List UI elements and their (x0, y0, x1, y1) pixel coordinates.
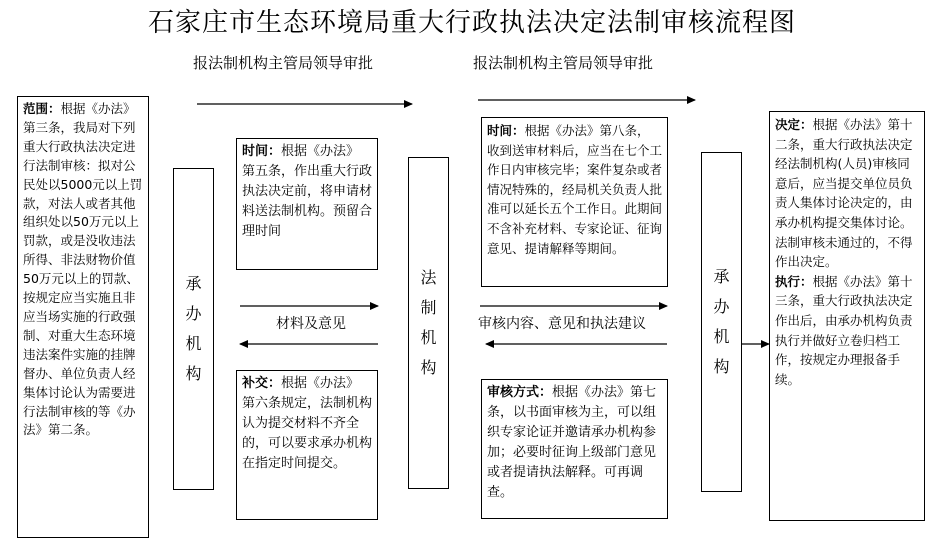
left-unit-box (173, 168, 214, 490)
legal-unit-box (408, 157, 449, 489)
right-unit-box (701, 152, 742, 492)
review-box (481, 379, 668, 519)
time-box-2-text: 根据《办法》第八条，收到送审材料后，应当在七个工作日内审核完毕；案件复杂或者情况特殊的，经局机关负责人批准可以延长五个工作日。此期间不含补充材料、专家论证、征询意见、提请解释等期间。 (487, 123, 663, 256)
decision-box (769, 111, 925, 521)
mid-label-left: 材料及意见 (276, 316, 346, 332)
scope-text: 根据《办法》第三条，我局对下列重大行政执法决定进行法制审核：拟对公民处以5000元以上罚款，对法人或者其他组织处以50万元以上罚款，或是没收违法所得、非法财物价值50万元以上的罚款、按规定应当实施且非应当场实施的行政强制、对重大生态环境违法案件实施的挂牌督办、单位负责人经集体讨论认为需要进行法制审核的等《办法》第二条。 (23, 101, 143, 438)
decision-text: 根据《办法》第十二条，重大行政执法决定经法制机构(人员)审核同意后，应当提交单位员负责人集体讨论决定的，由承办机构提交集体讨论。法制审核未通过的，不得作出决定。 (775, 117, 913, 270)
left-unit-label: 承办机构 (185, 274, 202, 383)
top-label-right: 报法制机构主管局领导审批 (473, 54, 654, 72)
scope-box (17, 96, 149, 538)
execute-heading: 执行： (775, 273, 813, 289)
decision-heading: 决定： (775, 117, 813, 132)
time-box-1-text: 根据《办法》第五条，作出重大行政执法决定前，将申请材料送法制机构。预留合理时间 (242, 144, 373, 239)
right-unit-label: 承办机构 (713, 267, 730, 376)
time-box-1-heading: 时间： (242, 144, 282, 159)
time-box-2 (481, 117, 668, 287)
supplement-heading: 补交： (242, 376, 282, 391)
page-title: 石家庄市生态环境局重大行政执法决定法制审核流程图 (147, 8, 796, 38)
supplement-text: 根据《办法》第六条规定，法制机构认为提交材料不齐全的，可以要求承办机构在指定时间提交。 (242, 376, 373, 471)
scope-heading: 范围： (23, 101, 61, 116)
mid-label-right: 审核内容、意见和执法建议 (478, 316, 646, 332)
review-text: 根据《办法》第七条，以书面审核为主，可以组织专家论证并邀请承办机构参加；必要时征询上级部门意见或者提请执法解释。可再调查。 (487, 385, 657, 500)
legal-unit-label: 法制机构 (420, 268, 437, 377)
review-heading: 审核方式： (487, 385, 553, 400)
time-box-2-heading: 时间： (487, 123, 525, 138)
top-label-left: 报法制机构主管局领导审批 (193, 54, 374, 72)
execute-text: 根据《办法》第十三条，重大行政执法决定作出后，由承办机构负责执行并做好立卷归档工作，按规定办理报备手续。 (775, 273, 913, 387)
time-box-1 (236, 138, 378, 270)
supplement-box (236, 370, 378, 520)
